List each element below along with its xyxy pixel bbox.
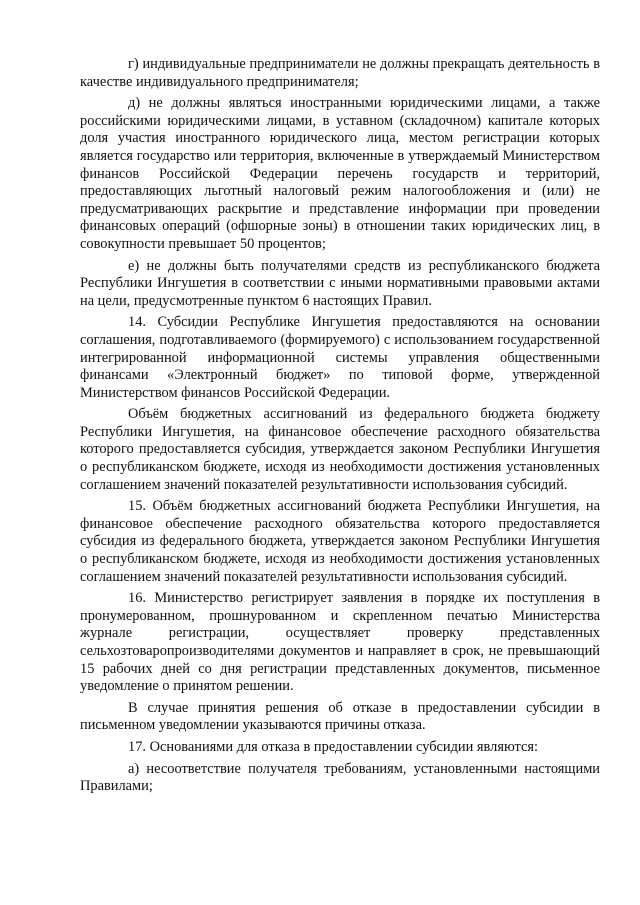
paragraph-g-individual-entrepreneurs: г) индивидуальные предприниматели не должны прекращать деятельность в качестве индивидуального предпринимателя; [80, 56, 600, 90]
paragraph-17-refusal-grounds: 17. Основаниями для отказа в предоставлении субсидии являются: [128, 738, 538, 755]
paragraph-refusal-notice: В случае принятия решения об отказе в предоставлении субсидии в письменном уведомлении указываются причины отказа. [80, 699, 600, 734]
paragraph-federal-budget-allocation: Объём бюджетных ассигнований из федерального бюджета бюджету Республики Ингушетия, на финансовое обеспечение расходного обязательства которого предоставляется субсидия, утверждается законом Республики Ингушетия о республиканском бюджете, исходя из необходимости достижения установленных соглашением значений показателей результативности использования субсидий. [80, 406, 600, 493]
paragraph-16-registration: 16. Министерство регистрирует заявления в порядке их поступления в пронумерованном, прошнурованном и скрепленном печатью Министерства журнале регистрации, осуществляет проверку представленных сельхозтоваропроизводителями документов и направляет в срок, не превышающий 15 рабочих дней со дня регистрации представленных документов, письменное уведомление о принятом решении. [80, 590, 600, 695]
document-page [80, 56, 600, 796]
paragraph-d-foreign-entities: д) не должны являться иностранными юридическими лицами, а также российскими юридическими лицами, в уставном (складочном) капитале которых доля участия иностранного юридического лица, местом регистрации которых является государство или территория, включенные в утверждаемый Министерством финансов Российской Федерации перечень государств и территорий, предоставляющих льготный налоговый режим налогообложения и (или) не предусматривающих раскрытие и представление информации при проведении финансовых операций (офшорные зоны) в отношении таких юридических лиц, в совокупности превышает 50 процентов; [80, 95, 600, 252]
paragraph-15-republic-budget-allocation: 15. Объём бюджетных ассигнований бюджета Республики Ингушетия, на финансовое обеспечение расходного обязательства которого предоставляется субсидия из федерального бюджета, утверждается законом Республики Ингушетия о республиканском бюджете, исходя из необходимости достижения установленных соглашением значений показателей результативности использования субсидий. [80, 498, 600, 585]
paragraph-e-republican-budget: е) не должны быть получателями средств из республиканского бюджета Республики Ингушетия в соответствии с иными нормативными правовыми актами на цели, предусмотренные пунктом 6 настоящих Правил. [80, 257, 600, 309]
paragraph-14-agreement: 14. Субсидии Республике Ингушетия предоставляются на основании соглашения, подготавливаемого (формируемого) с использованием государственной интегрированной информационной системы управления общественными финансами «Электронный бюджет» по типовой форме, утвержденной Министерством финансов Российской Федерации. [80, 314, 600, 401]
paragraph-a-nonconformity: а) несоответствие получателя требованиям, установленными настоящими Правилами; [80, 760, 600, 795]
